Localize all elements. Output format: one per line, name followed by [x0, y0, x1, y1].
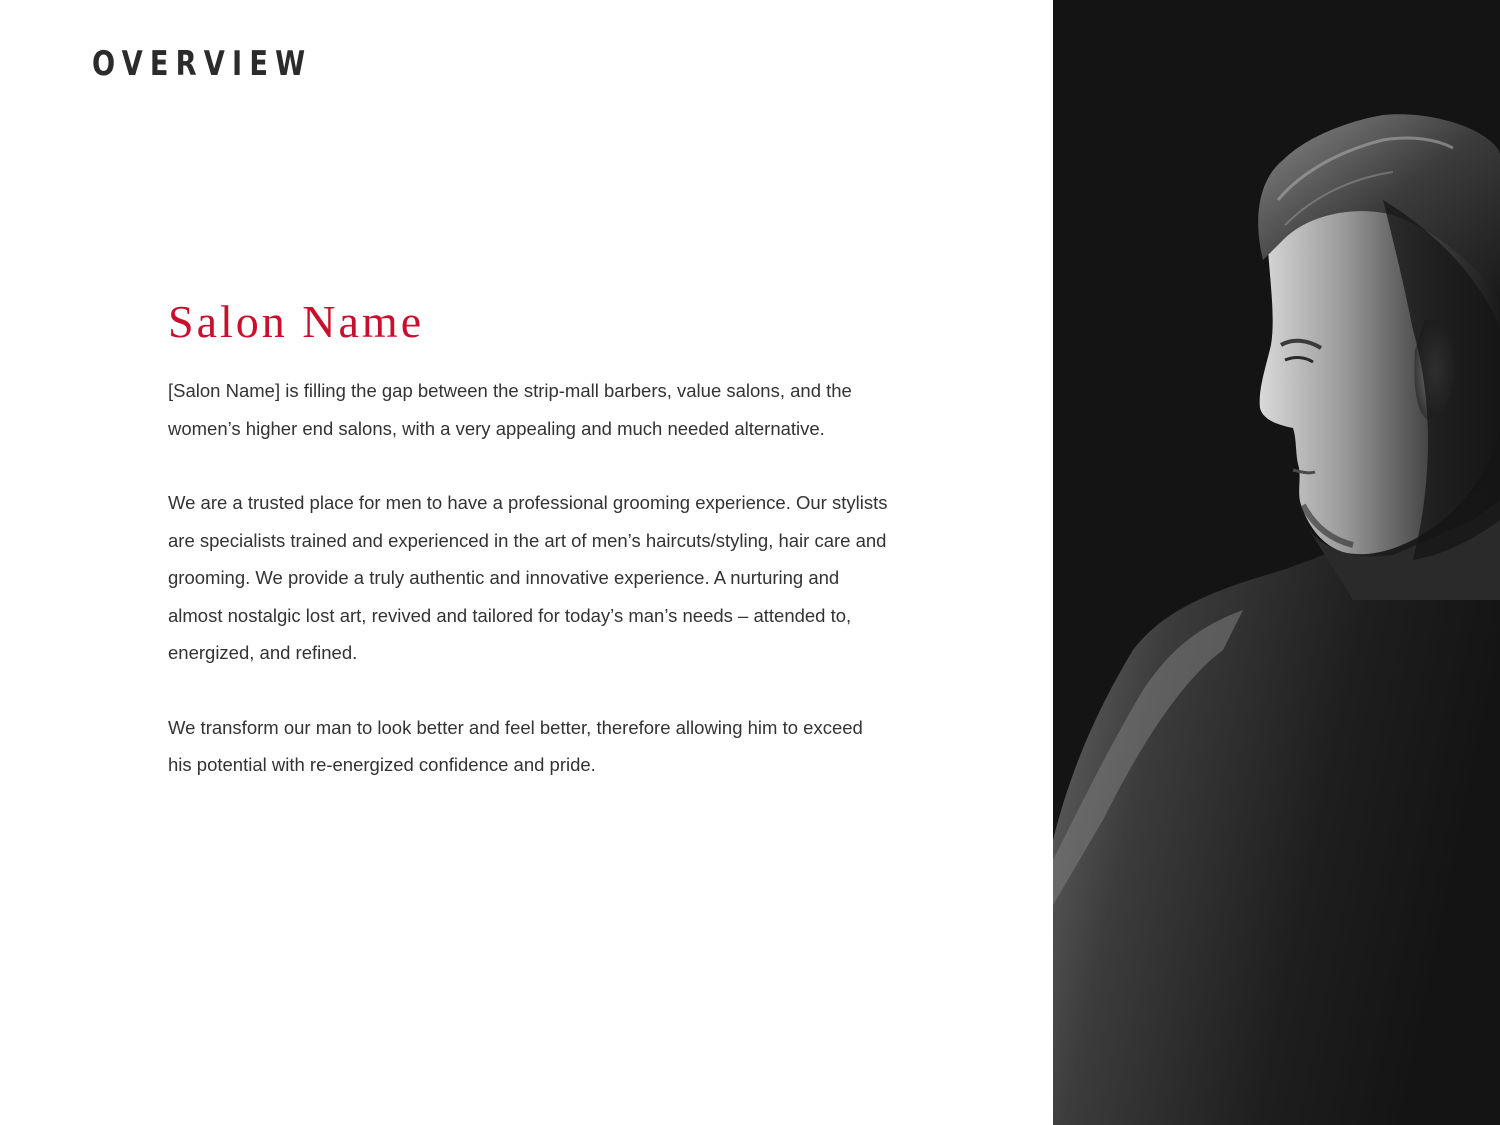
transformation-paragraph: We transform our man to look better and feel better, therefore allowing him to exceed his potential with re-energized confidence and pride. — [168, 716, 863, 775]
portrait-photo — [1053, 0, 1500, 1125]
intro-paragraph: [Salon Name] is filling the gap between the strip-mall barbers, value salons, and the women’s higher end salons, with a very appealing and much needed alternative. — [168, 380, 852, 439]
experience-paragraph: We are a trusted place for men to have a professional grooming experience. Our stylists are specialists trained and experienced in the art of men’s haircuts/styling, hair care and grooming. We provide a truly authentic and innovative experience. A nurturing and almost nostalgic lost art, revived and tailored for today’s man’s needs – attended to, energized, and refined. — [168, 492, 888, 663]
overview-content — [168, 296, 888, 821]
salon-name-title: Salon Name — [168, 296, 425, 347]
man-profile-portrait-illustration — [1053, 0, 1500, 1125]
section-heading: OVERVIEW — [92, 44, 313, 84]
